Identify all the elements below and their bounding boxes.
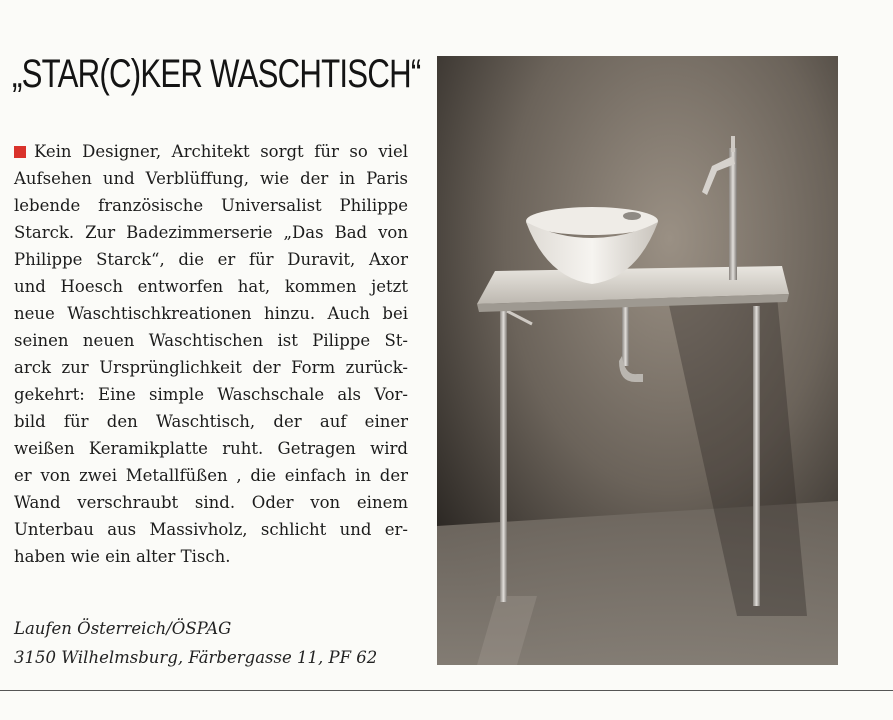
left-metal-leg bbox=[500, 306, 507, 602]
body-line: Aufsehen und Verblüffung, wie der in Paris bbox=[14, 169, 408, 188]
body-line: neue Waschtischkreationen hinzu. Auch bei bbox=[14, 304, 408, 323]
body-line: Starck. Zur Badezimmerserie „Das Bad von bbox=[14, 223, 408, 242]
faucet-column bbox=[729, 148, 737, 280]
article-headline: „STAR(C)KER WASCHTISCH“ bbox=[12, 52, 421, 96]
body-line: und Hoesch entworfen hat, kommen jetzt bbox=[14, 277, 408, 296]
drain-pipe bbox=[622, 306, 629, 366]
body-line: gekehrt: Eine simple Waschschale als Vor- bbox=[14, 385, 408, 404]
body-line: lebende französische Universalist Philippe bbox=[14, 196, 408, 215]
body-line: Kein Designer, Architekt sorgt für so viel bbox=[14, 138, 408, 165]
source-name: Laufen Österreich/ÖSPAG bbox=[14, 619, 232, 638]
faucet-lever bbox=[731, 136, 735, 152]
bowl-drain bbox=[623, 212, 641, 220]
washbasin-illustration bbox=[437, 56, 838, 665]
bullet-marker-icon bbox=[14, 146, 26, 158]
body-line: arck zur Ursprünglichkeit der Form zurück- bbox=[14, 358, 408, 377]
body-line: weißen Keramikplatte ruht. Getragen wird bbox=[14, 439, 408, 458]
right-metal-leg bbox=[753, 306, 760, 606]
body-line: er von zwei Metallfüßen , die einfach in der bbox=[14, 466, 408, 485]
bottom-rule bbox=[0, 690, 893, 691]
body-line: haben wie ein alter Tisch. bbox=[14, 547, 231, 566]
article-body bbox=[14, 138, 408, 570]
body-line: seinen neuen Waschtischen ist Pilippe St- bbox=[14, 331, 408, 350]
body-line: Wand verschraubt sind. Oder von einem bbox=[14, 493, 408, 512]
body-line: Philippe Starck“, die er für Duravit, Axor bbox=[14, 250, 408, 269]
washbasin-photo bbox=[437, 56, 838, 665]
body-line: bild für den Waschtisch, der auf einer bbox=[14, 412, 408, 431]
source-address: 3150 Wilhelmsburg, Färbergasse 11, PF 62 bbox=[14, 648, 378, 667]
source-info bbox=[14, 614, 377, 672]
body-line: Unterbau aus Massivholz, schlicht und er- bbox=[14, 520, 408, 539]
